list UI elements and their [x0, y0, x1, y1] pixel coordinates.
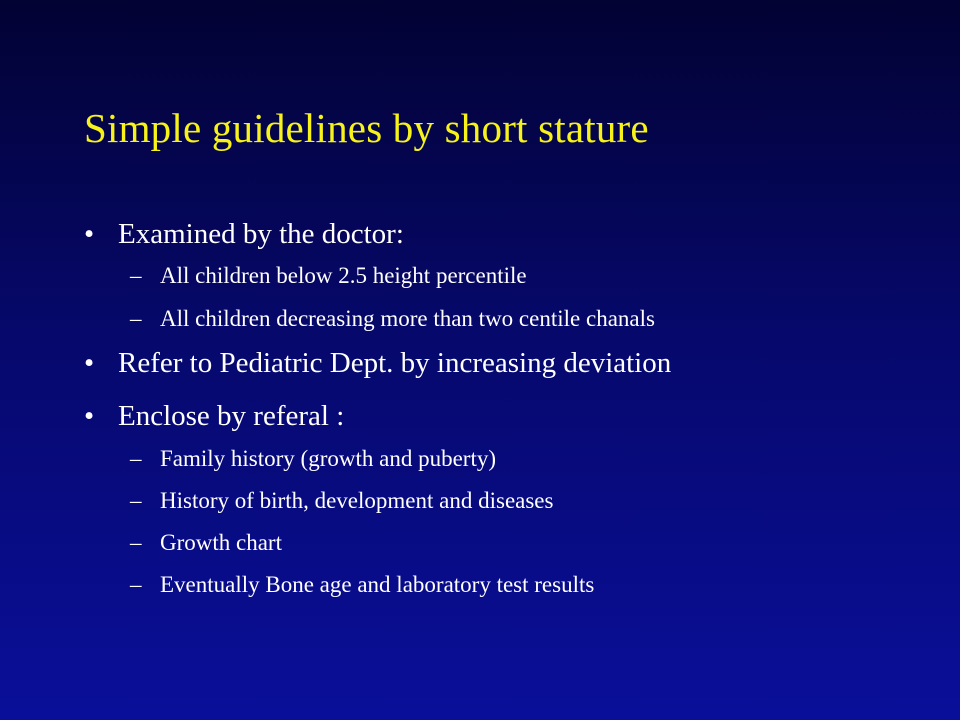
subitem [130, 530, 282, 556]
dash-icon: – [130, 263, 142, 288]
bullet-icon: • [84, 218, 95, 250]
subitem-text: All children decreasing more than two centile chanals [160, 306, 655, 331]
dash-icon: – [130, 306, 142, 331]
subitem [130, 572, 594, 598]
dash-icon: – [130, 446, 142, 471]
bullet-examined [84, 218, 404, 251]
subitem [130, 488, 553, 514]
bullet-enclose [84, 400, 344, 433]
bullet-icon: • [84, 347, 95, 379]
subitem-text: All children below 2.5 height percentile [160, 263, 527, 288]
subitem-text: History of birth, development and diseases [160, 488, 554, 513]
dash-icon: – [130, 530, 142, 555]
bullet-icon: • [84, 400, 95, 432]
bullet-refer [84, 347, 671, 380]
dash-icon: – [130, 572, 142, 597]
bullet-text: Refer to Pediatric Dept. by increasing deviation [118, 347, 672, 379]
subitem [130, 263, 527, 289]
subitem [130, 306, 655, 332]
slide-title: Simple guidelines by short stature [84, 105, 649, 151]
subitem [130, 446, 496, 472]
subitem-text: Eventually Bone age and laboratory test results [160, 572, 595, 597]
subitem-text: Growth chart [160, 530, 282, 555]
bullet-text: Examined by the doctor: [118, 218, 404, 250]
dash-icon: – [130, 488, 142, 513]
bullet-text: Enclose by referal : [118, 400, 345, 432]
subitem-text: Family history (growth and puberty) [160, 446, 497, 471]
